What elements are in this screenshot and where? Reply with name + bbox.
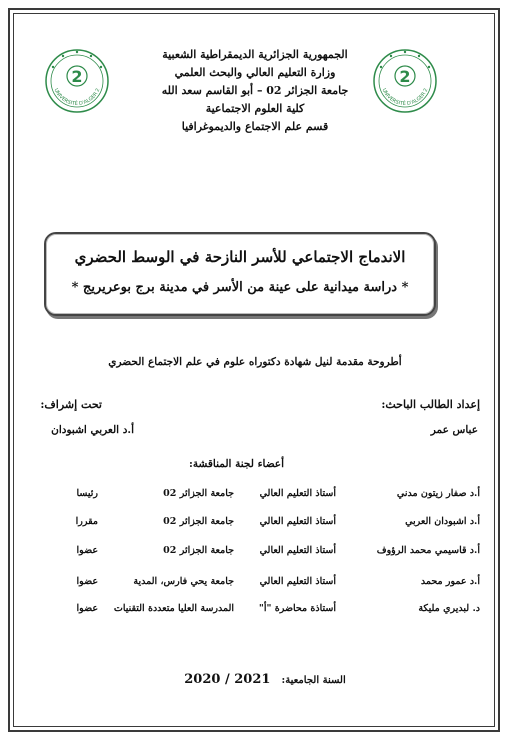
member-name: أ.د عمور محمد: [420, 576, 480, 587]
header-university: جامعة الجزائر 02 – أبو القاسم سعد الله: [161, 84, 349, 97]
member-role: عضوا: [76, 576, 98, 587]
thesis-subtitle: * دراسة ميدانية على عينة من الأسر في مدينة برج بوعريريج *: [71, 280, 409, 295]
member-rank: أستاذة محاضرة "أ": [258, 603, 336, 614]
member-name: أ.د قاسيمي محمد الرؤوف: [376, 545, 480, 556]
member-rank: أستاذ التعليم العالي: [259, 545, 336, 556]
header-department: قسم علم الاجتماع والديموغرافيا: [181, 120, 329, 133]
thesis-degree-statement: أطروحة مقدمة لنيل شهادة دكتوراه علوم في علم الاجتماع الحضري: [108, 356, 402, 368]
header-faculty: كلية العلوم الاجتماعية: [205, 102, 305, 115]
header-republic: الجمهورية الجزائرية الديمقراطية الشعبية: [162, 48, 348, 61]
committee-row: [0, 516, 510, 532]
committee-row: [0, 545, 510, 561]
academic-year-label: السنة الجامعية:: [281, 675, 346, 686]
member-name: أ.د اشبودان العربي: [405, 516, 480, 527]
committee-title: أعضاء لجنة المناقشة:: [189, 458, 284, 470]
prepared-by-name: عباس عمر: [430, 424, 478, 436]
committee-row: [0, 603, 510, 619]
academic-year-value: 2020 / 2021: [184, 672, 271, 687]
committee-row: [0, 488, 510, 504]
member-role: عضوا: [76, 603, 98, 614]
member-name: أ.د صفار زيتون مدني: [396, 488, 480, 499]
member-institution: جامعة الجزائر 02: [163, 516, 234, 527]
member-institution: المدرسة العليا متعددة التقنيات: [113, 603, 234, 614]
thesis-title-box: [44, 232, 436, 316]
member-institution: جامعة يحي فارس، المدية: [133, 576, 234, 587]
member-institution: جامعة الجزائر 02: [163, 545, 234, 556]
supervisor-name: أ.د العربي اشبودان: [51, 424, 134, 436]
member-rank: أستاذ التعليم العالي: [259, 488, 336, 499]
svg-text:UNIVERSITÉ D'ALGER 2: UNIVERSITÉ D'ALGER 2: [380, 87, 430, 108]
supervisor-label: تحت إشراف:: [40, 398, 102, 411]
member-rank: أستاذ التعليم العالي: [259, 576, 336, 587]
member-role: مقررا: [75, 516, 98, 527]
thesis-title: الاندماج الاجتماعي للأسر النازحة في الوسط الحضري: [74, 248, 406, 266]
academic-year: [170, 668, 360, 687]
svg-text:2: 2: [71, 67, 83, 86]
header-ministry: وزارة التعليم العالي والبحث العلمي: [174, 66, 336, 79]
member-rank: أستاذ التعليم العالي: [259, 516, 336, 527]
member-institution: جامعة الجزائر 02: [163, 488, 234, 499]
prepared-by-label: إعداد الطالب الباحث:: [381, 398, 480, 411]
institution-header: [120, 46, 390, 136]
university-logo-left: [44, 48, 110, 114]
member-name: د. لبديري مليكة: [418, 603, 480, 614]
svg-text:UNIVERSITÉ D'ALGER 2: UNIVERSITÉ D'ALGER 2: [52, 87, 102, 108]
member-role: عضوا: [76, 545, 98, 556]
member-role: رئيسا: [76, 488, 98, 499]
committee-row: [0, 576, 510, 592]
svg-text:2: 2: [399, 67, 411, 86]
